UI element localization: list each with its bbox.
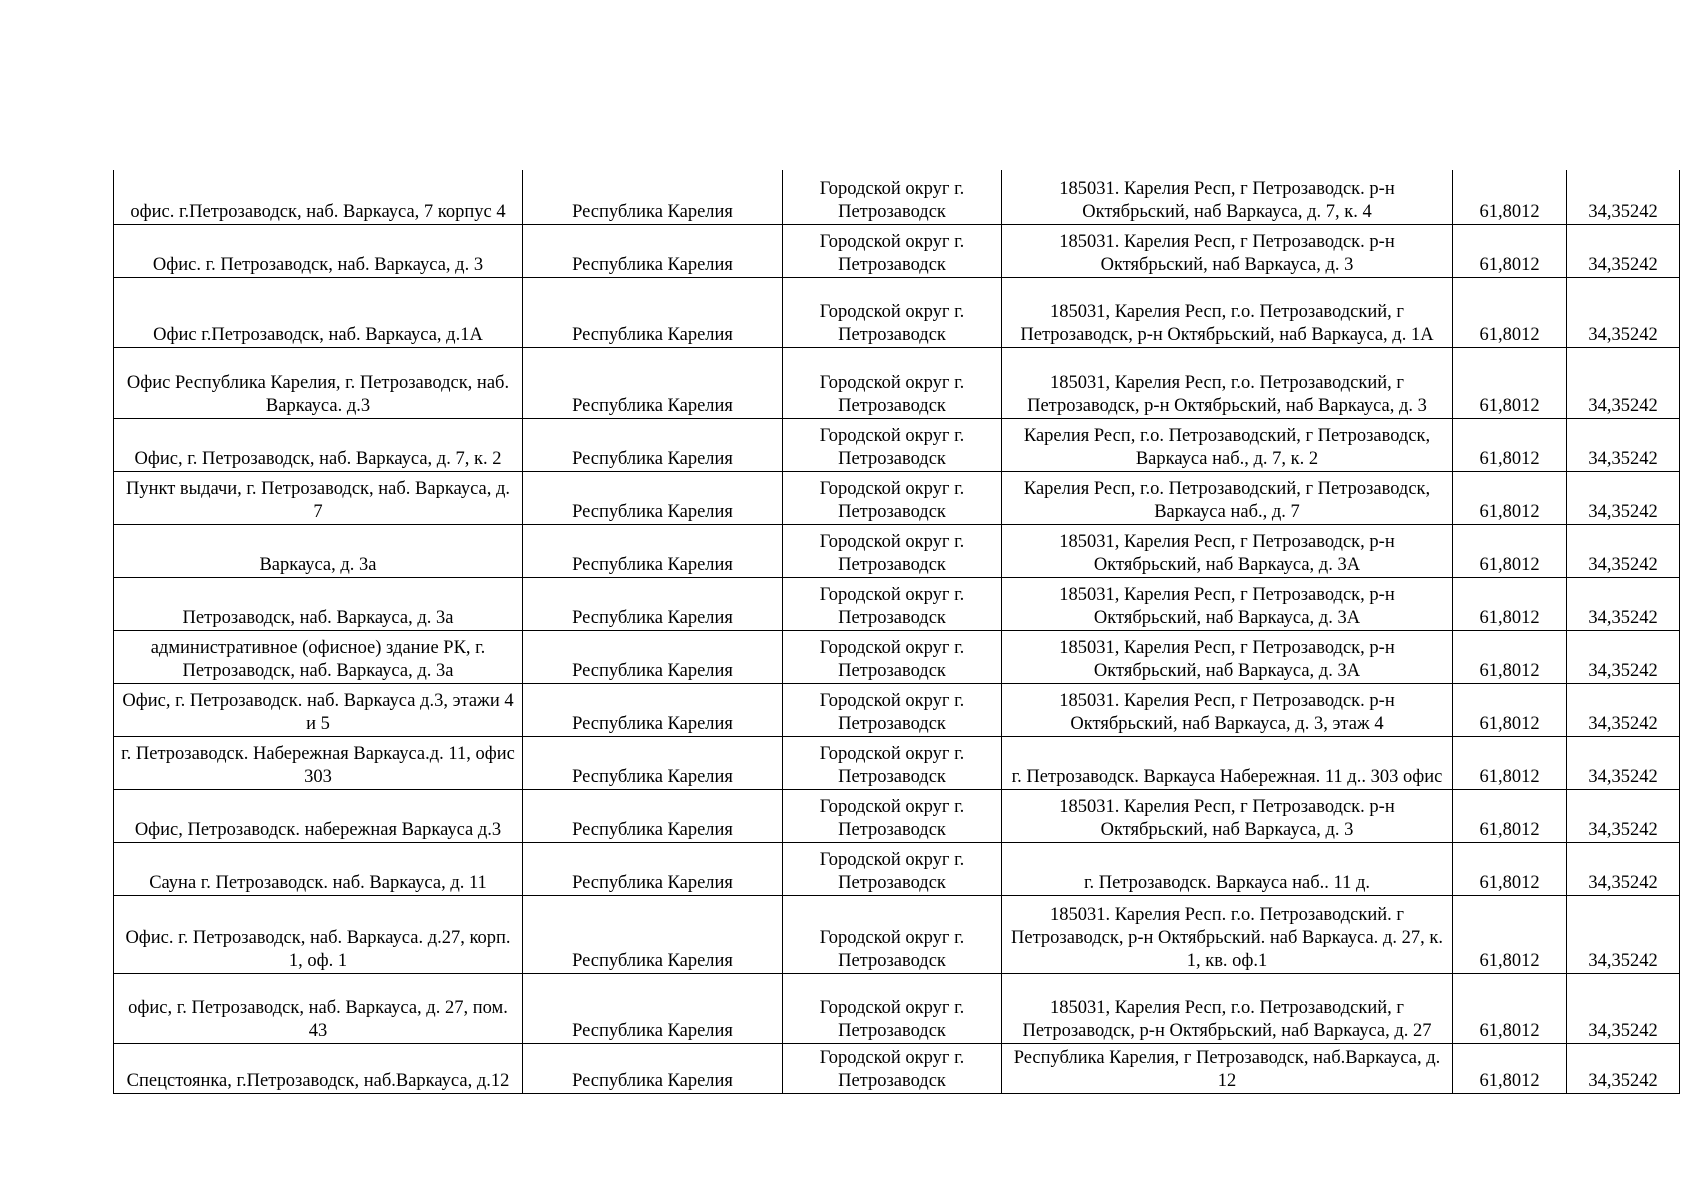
address-cell: г. Петрозаводск. Варкауса Набережная. 11 д.. 303 офис xyxy=(1002,736,1453,789)
address-cell: 185031. Карелия Респ, г Петрозаводск. р-н Октябрьский, наб Варкауса, д. 7, к. 4 xyxy=(1002,170,1453,224)
table-row xyxy=(114,170,1680,224)
address-cell: г. Петрозаводск. Варкауса наб.. 11 д. xyxy=(1002,842,1453,895)
address-cell: 185031, Карелия Респ, г Петрозаводск, р-н Октябрьский, наб Варкауса, д. 3А xyxy=(1002,524,1453,577)
region-cell: Республика Карелия xyxy=(523,524,783,577)
longitude-cell: 34,35242 xyxy=(1567,736,1680,789)
district-cell: Городской округ г. Петрозаводск xyxy=(783,895,1002,973)
address-cell: 185031. Карелия Респ. г.о. Петрозаводский. г Петрозаводск, р-н Октябрьский. наб Варкауса. д. 27, к. 1, кв. оф.1 xyxy=(1002,895,1453,973)
district-cell: Городской округ г. Петрозаводск xyxy=(783,471,1002,524)
table-row xyxy=(114,736,1680,789)
latitude-cell: 61,8012 xyxy=(1453,418,1567,471)
table-row xyxy=(114,577,1680,630)
longitude-cell: 34,35242 xyxy=(1567,973,1680,1043)
region-cell: Республика Карелия xyxy=(523,895,783,973)
longitude-cell: 34,35242 xyxy=(1567,170,1680,224)
latitude-cell: 61,8012 xyxy=(1453,524,1567,577)
table-row xyxy=(114,471,1680,524)
longitude-cell: 34,35242 xyxy=(1567,524,1680,577)
district-cell: Городской округ г. Петрозаводск xyxy=(783,224,1002,277)
table-row xyxy=(114,973,1680,1043)
location-name-cell: офис. г.Петрозаводск, наб. Варкауса, 7 корпус 4 xyxy=(114,170,523,224)
location-name-cell: Варкауса, д. 3а xyxy=(114,524,523,577)
latitude-cell: 61,8012 xyxy=(1453,736,1567,789)
location-name-cell: Офис, г. Петрозаводск, наб. Варкауса, д. 7, к. 2 xyxy=(114,418,523,471)
district-cell: Городской округ г. Петрозаводск xyxy=(783,842,1002,895)
longitude-cell: 34,35242 xyxy=(1567,895,1680,973)
table-row xyxy=(114,842,1680,895)
district-cell: Городской округ г. Петрозаводск xyxy=(783,418,1002,471)
longitude-cell: 34,35242 xyxy=(1567,1043,1680,1093)
table-row xyxy=(114,630,1680,683)
address-cell: 185031, Карелия Респ, г Петрозаводск, р-н Октябрьский, наб Варкауса, д. 3А xyxy=(1002,577,1453,630)
district-cell: Городской округ г. Петрозаводск xyxy=(783,736,1002,789)
address-cell: Карелия Респ, г.о. Петрозаводский, г Петрозаводск, Варкауса наб., д. 7 xyxy=(1002,471,1453,524)
district-cell: Городской округ г. Петрозаводск xyxy=(783,683,1002,736)
latitude-cell: 61,8012 xyxy=(1453,471,1567,524)
table-row xyxy=(114,524,1680,577)
region-cell: Республика Карелия xyxy=(523,418,783,471)
address-cell: 185031, Карелия Респ, г.о. Петрозаводский, г Петрозаводск, р-н Октябрьский, наб Варкауса, д. 27 xyxy=(1002,973,1453,1043)
district-cell: Городской округ г. Петрозаводск xyxy=(783,1043,1002,1093)
latitude-cell: 61,8012 xyxy=(1453,973,1567,1043)
longitude-cell: 34,35242 xyxy=(1567,471,1680,524)
district-cell: Городской округ г. Петрозаводск xyxy=(783,170,1002,224)
district-cell: Городской округ г. Петрозаводск xyxy=(783,577,1002,630)
region-cell: Республика Карелия xyxy=(523,224,783,277)
region-cell: Республика Карелия xyxy=(523,170,783,224)
latitude-cell: 61,8012 xyxy=(1453,170,1567,224)
table-row xyxy=(114,895,1680,973)
registry-body xyxy=(114,170,1680,1093)
region-cell: Республика Карелия xyxy=(523,630,783,683)
location-name-cell: Пункт выдачи, г. Петрозаводск, наб. Варкауса, д. 7 xyxy=(114,471,523,524)
address-cell: 185031, Карелия Респ, г.о. Петрозаводский, г Петрозаводск, р-н Октябрьский, наб Варкауса, д. 3 xyxy=(1002,347,1453,418)
longitude-cell: 34,35242 xyxy=(1567,683,1680,736)
address-registry-table xyxy=(113,170,1680,1094)
location-name-cell: Офис. г. Петрозаводск, наб. Варкауса, д. 3 xyxy=(114,224,523,277)
region-cell: Республика Карелия xyxy=(523,471,783,524)
document-page xyxy=(113,170,1679,1094)
address-cell: 185031. Карелия Респ, г Петрозаводск. р-н Октябрьский, наб Варкауса, д. 3 xyxy=(1002,789,1453,842)
location-name-cell: Офис. г. Петрозаводск, наб. Варкауса. д.27, корп. 1, оф. 1 xyxy=(114,895,523,973)
table-row xyxy=(114,347,1680,418)
region-cell: Республика Карелия xyxy=(523,789,783,842)
region-cell: Республика Карелия xyxy=(523,347,783,418)
latitude-cell: 61,8012 xyxy=(1453,683,1567,736)
region-cell: Республика Карелия xyxy=(523,577,783,630)
region-cell: Республика Карелия xyxy=(523,277,783,347)
longitude-cell: 34,35242 xyxy=(1567,418,1680,471)
address-cell: 185031, Карелия Респ, г.о. Петрозаводский, г Петрозаводск, р-н Октябрьский, наб Варкауса, д. 1А xyxy=(1002,277,1453,347)
address-cell: Карелия Респ, г.о. Петрозаводский, г Петрозаводск, Варкауса наб., д. 7, к. 2 xyxy=(1002,418,1453,471)
location-name-cell: офис, г. Петрозаводск, наб. Варкауса, д. 27, пом. 43 xyxy=(114,973,523,1043)
district-cell: Городской округ г. Петрозаводск xyxy=(783,524,1002,577)
address-cell: Республика Карелия, г Петрозаводск, наб.Варкауса, д. 12 xyxy=(1002,1043,1453,1093)
location-name-cell: административное (офисное) здание РК, г. Петрозаводск, наб. Варкауса, д. 3а xyxy=(114,630,523,683)
region-cell: Республика Карелия xyxy=(523,1043,783,1093)
location-name-cell: Спецстоянка, г.Петрозаводск, наб.Варкауса, д.12 xyxy=(114,1043,523,1093)
latitude-cell: 61,8012 xyxy=(1453,895,1567,973)
district-cell: Городской округ г. Петрозаводск xyxy=(783,789,1002,842)
district-cell: Городской округ г. Петрозаводск xyxy=(783,973,1002,1043)
location-name-cell: Офис Республика Карелия, г. Петрозаводск, наб. Варкауса. д.3 xyxy=(114,347,523,418)
location-name-cell: Офис г.Петрозаводск, наб. Варкауса, д.1А xyxy=(114,277,523,347)
latitude-cell: 61,8012 xyxy=(1453,630,1567,683)
location-name-cell: Офис, Петрозаводск. набережная Варкауса д.3 xyxy=(114,789,523,842)
district-cell: Городской округ г. Петрозаводск xyxy=(783,630,1002,683)
region-cell: Республика Карелия xyxy=(523,973,783,1043)
latitude-cell: 61,8012 xyxy=(1453,277,1567,347)
region-cell: Республика Карелия xyxy=(523,683,783,736)
district-cell: Городской округ г. Петрозаводск xyxy=(783,347,1002,418)
latitude-cell: 61,8012 xyxy=(1453,577,1567,630)
longitude-cell: 34,35242 xyxy=(1567,347,1680,418)
region-cell: Республика Карелия xyxy=(523,736,783,789)
latitude-cell: 61,8012 xyxy=(1453,347,1567,418)
address-cell: 185031, Карелия Респ, г Петрозаводск, р-н Октябрьский, наб Варкауса, д. 3А xyxy=(1002,630,1453,683)
location-name-cell: Сауна г. Петрозаводск. наб. Варкауса, д. 11 xyxy=(114,842,523,895)
table-row xyxy=(114,418,1680,471)
latitude-cell: 61,8012 xyxy=(1453,224,1567,277)
longitude-cell: 34,35242 xyxy=(1567,224,1680,277)
latitude-cell: 61,8012 xyxy=(1453,1043,1567,1093)
latitude-cell: 61,8012 xyxy=(1453,789,1567,842)
table-row xyxy=(114,789,1680,842)
district-cell: Городской округ г. Петрозаводск xyxy=(783,277,1002,347)
longitude-cell: 34,35242 xyxy=(1567,789,1680,842)
table-row xyxy=(114,224,1680,277)
location-name-cell: Офис, г. Петрозаводск. наб. Варкауса д.3, этажи 4 и 5 xyxy=(114,683,523,736)
address-cell: 185031. Карелия Респ, г Петрозаводск. р-н Октябрьский, наб Варкауса, д. 3, этаж 4 xyxy=(1002,683,1453,736)
longitude-cell: 34,35242 xyxy=(1567,842,1680,895)
region-cell: Республика Карелия xyxy=(523,842,783,895)
location-name-cell: Петрозаводск, наб. Варкауса, д. 3а xyxy=(114,577,523,630)
longitude-cell: 34,35242 xyxy=(1567,577,1680,630)
longitude-cell: 34,35242 xyxy=(1567,630,1680,683)
location-name-cell: г. Петрозаводск. Набережная Варкауса.д. 11, офис 303 xyxy=(114,736,523,789)
latitude-cell: 61,8012 xyxy=(1453,842,1567,895)
table-row xyxy=(114,1043,1680,1093)
address-cell: 185031. Карелия Респ, г Петрозаводск. р-н Октябрьский, наб Варкауса, д. 3 xyxy=(1002,224,1453,277)
table-row xyxy=(114,277,1680,347)
table-row xyxy=(114,683,1680,736)
longitude-cell: 34,35242 xyxy=(1567,277,1680,347)
